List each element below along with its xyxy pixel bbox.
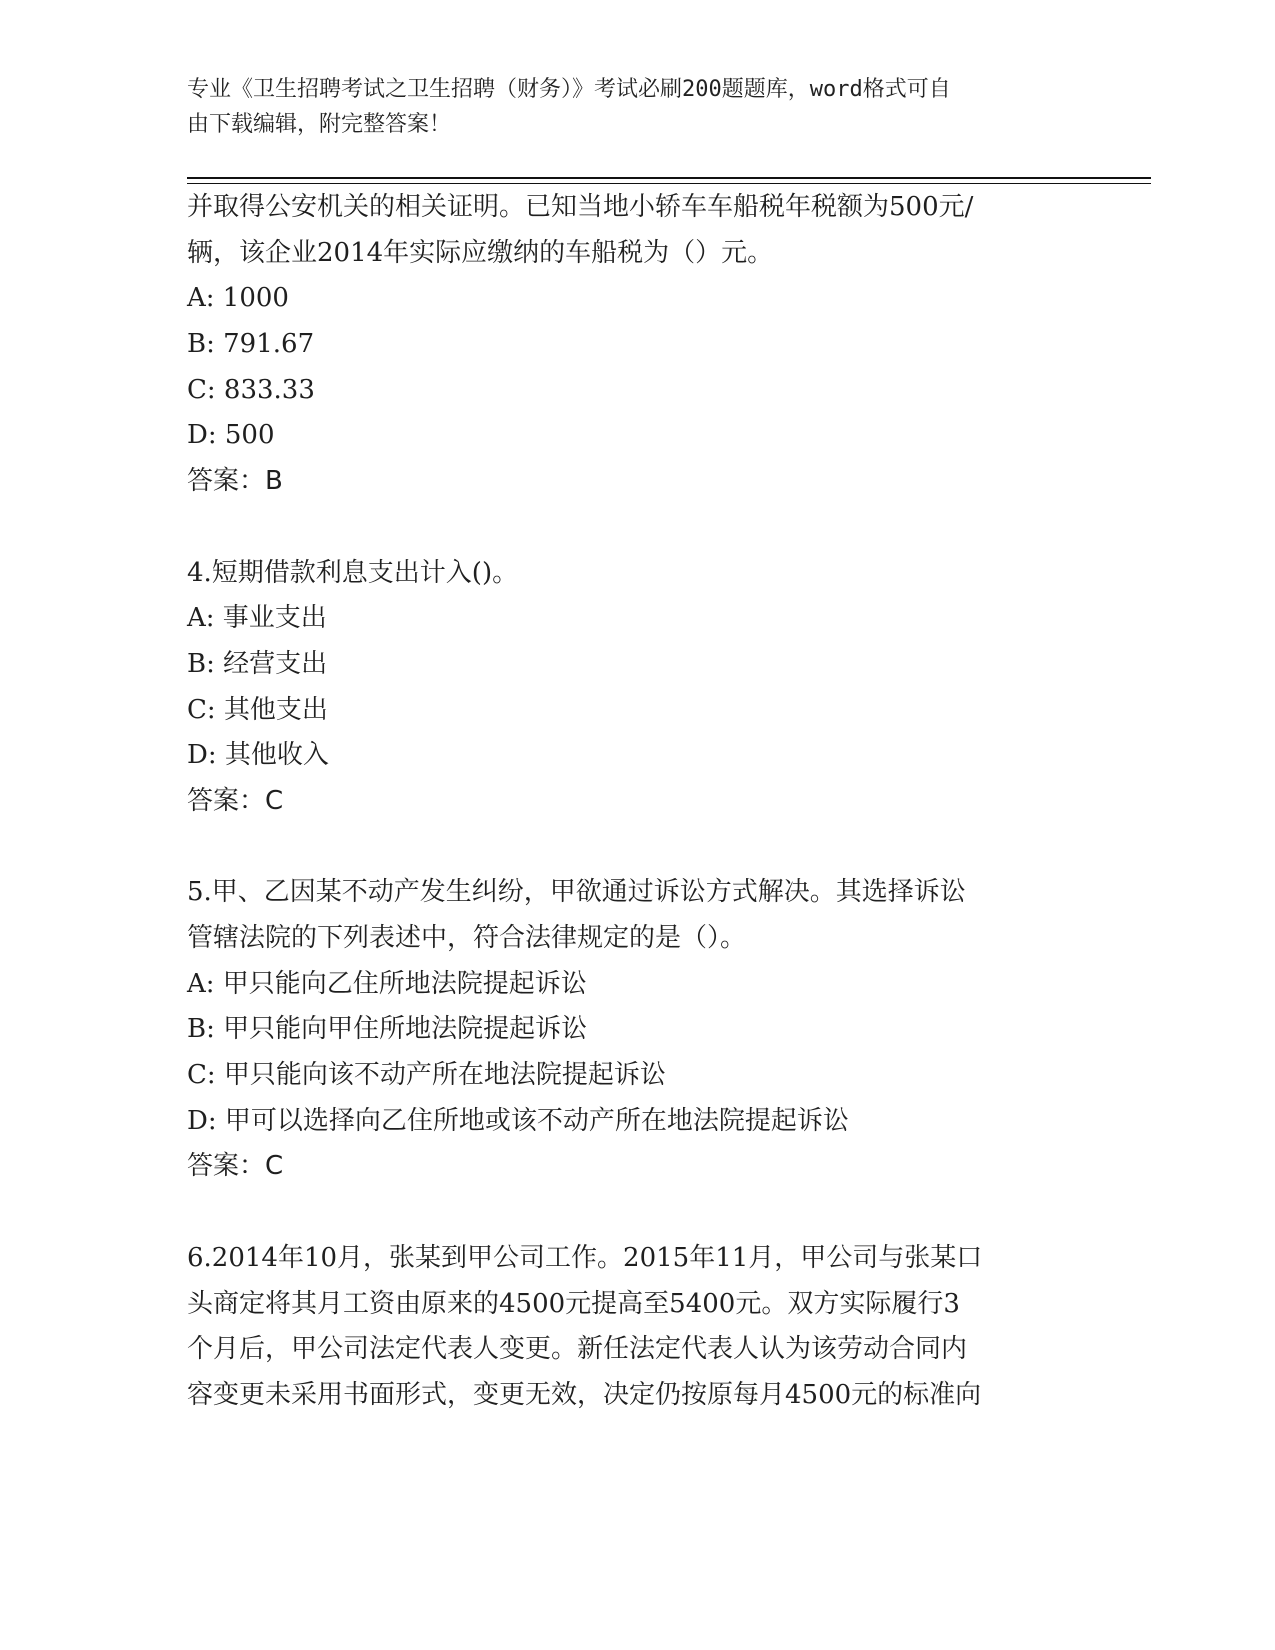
header-line-1: 专业《卫生招聘考试之卫生招聘（财务）》考试必刷200题题库，word格式可自 bbox=[187, 77, 951, 102]
question-stem-line: 6.2014年10月，张某到甲公司工作。2015年11月，甲公司与张某口 bbox=[187, 1242, 983, 1273]
answer-label: 答案：C bbox=[187, 785, 284, 816]
answer-label: 答案：B bbox=[187, 466, 283, 497]
question-stem-line: 个月后，甲公司法定代表人变更。新任法定代表人认为该劳动合同内 bbox=[187, 1334, 968, 1365]
question-stem-line: 4.短期借款利息支出计入()。 bbox=[187, 557, 519, 588]
question-stem-line: 头商定将其月工资由原来的4500元提高至5400元。双方实际履行3 bbox=[187, 1288, 960, 1319]
option-a: A: 事业支出 bbox=[187, 603, 327, 634]
answer-label: 答案：C bbox=[187, 1151, 284, 1182]
header-divider-thin bbox=[187, 183, 1151, 184]
question-gap bbox=[187, 505, 1107, 551]
document-header bbox=[187, 72, 1067, 142]
question-gap bbox=[187, 1190, 1107, 1236]
question-3 bbox=[187, 185, 1107, 505]
header-line-2: 由下载编辑，附完整答案！ bbox=[187, 112, 452, 137]
option-c: C: 甲只能向该不动产所在地法院提起诉讼 bbox=[187, 1060, 666, 1091]
question-gap bbox=[187, 825, 1107, 871]
option-b: B: 经营支出 bbox=[187, 648, 328, 679]
option-a: A: 1000 bbox=[187, 283, 289, 314]
option-d: D: 500 bbox=[187, 420, 275, 451]
option-b: B: 甲只能向甲住所地法院提起诉讼 bbox=[187, 1014, 588, 1045]
question-stem-line: 容变更未采用书面形式，变更无效，决定仍按原每月4500元的标准向 bbox=[187, 1379, 982, 1410]
option-d: D: 其他收入 bbox=[187, 740, 329, 771]
question-stem-line: 并取得公安机关的相关证明。已知当地小轿车车船税年税额为500元/ bbox=[187, 192, 974, 222]
option-c: C: 833.33 bbox=[187, 374, 315, 405]
question-stem-line: 辆，该企业2014年实际应缴纳的车船税为（）元。 bbox=[187, 237, 774, 268]
document-body bbox=[187, 185, 1107, 1419]
question-5 bbox=[187, 870, 1107, 1190]
option-a: A: 甲只能向乙住所地法院提起诉讼 bbox=[187, 968, 587, 999]
option-d: D: 甲可以选择向乙住所地或该不动产所在地法院提起诉讼 bbox=[187, 1105, 849, 1136]
option-c: C: 其他支出 bbox=[187, 694, 328, 725]
option-b: B: 791.67 bbox=[187, 329, 315, 360]
question-stem-line: 管辖法院的下列表述中，符合法律规定的是（）。 bbox=[187, 923, 747, 953]
header-divider-thick bbox=[187, 177, 1151, 179]
question-6 bbox=[187, 1236, 1107, 1419]
question-stem-line: 5.甲、乙因某不动产发生纠纷，甲欲通过诉讼方式解决。其选择诉讼 bbox=[187, 877, 966, 908]
question-4 bbox=[187, 551, 1107, 825]
